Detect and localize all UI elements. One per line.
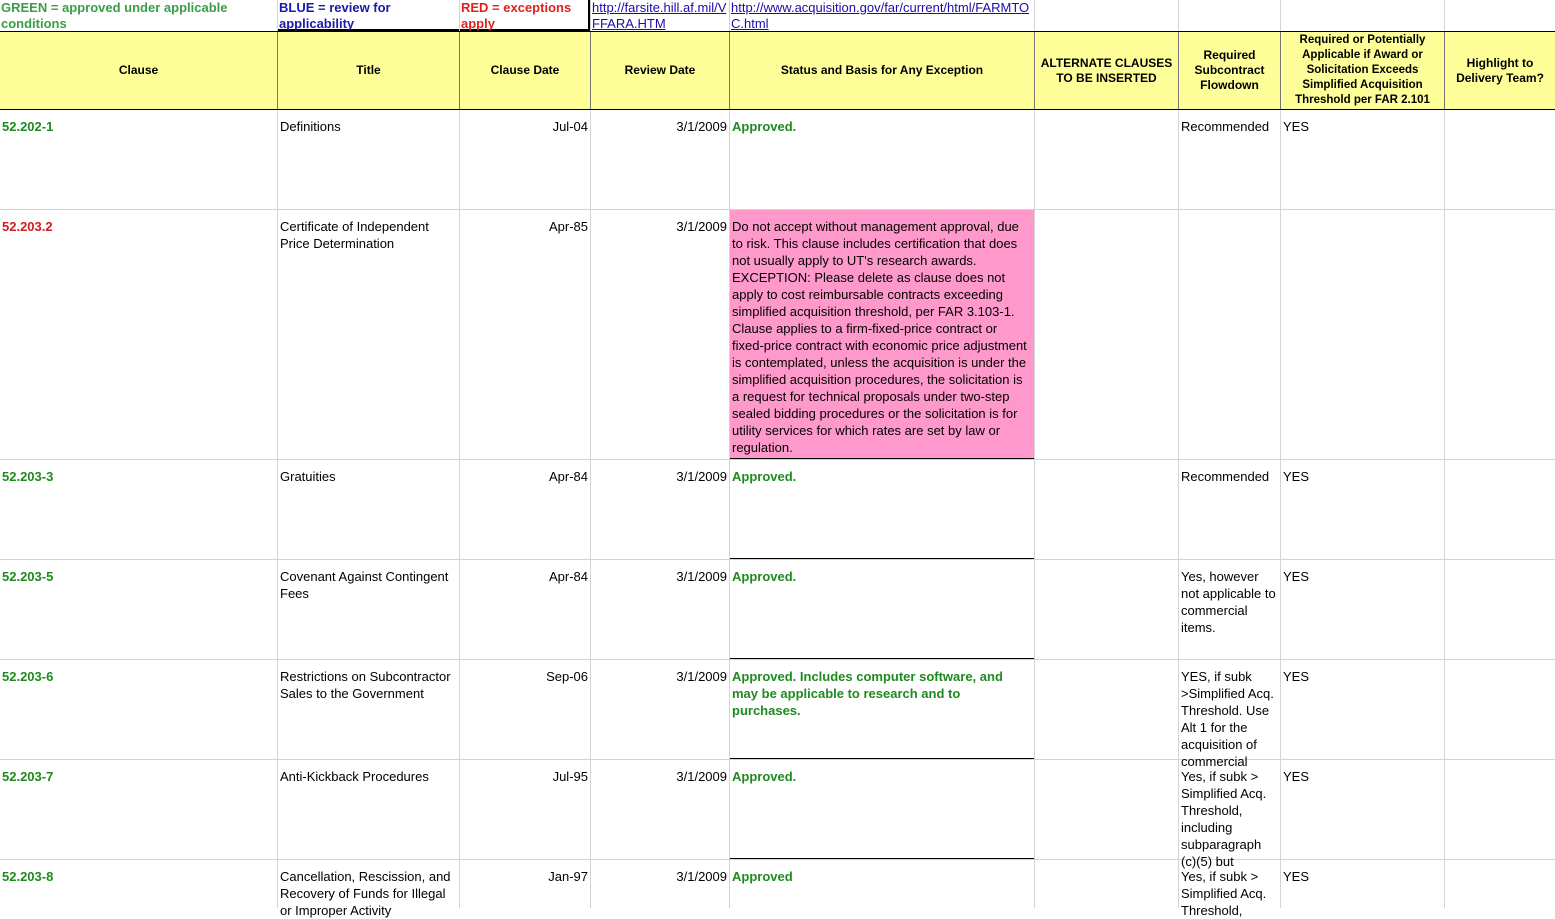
alternate-cell[interactable] [1035, 860, 1178, 908]
status-cell[interactable]: Approved. [732, 119, 797, 134]
clause-date-cell[interactable]: Apr-85 [548, 219, 588, 234]
header-flowdown[interactable]: Required Subcontract Flowdown [1179, 32, 1281, 109]
acquisition-gov-link[interactable] [730, 0, 1034, 31]
title-cell[interactable]: Restrictions on Subcontractor Sales to the Government [280, 669, 451, 701]
status-cell[interactable]: Approved [732, 869, 793, 884]
clause-date-cell[interactable]: Jul-04 [552, 119, 588, 134]
title-cell[interactable]: Gratuities [280, 469, 336, 484]
clause-date-cell[interactable]: Jan-97 [548, 869, 588, 884]
far-site-link[interactable] [591, 0, 729, 31]
required-cell[interactable]: YES [1283, 769, 1310, 784]
review-date-cell[interactable]: 3/1/2009 [676, 769, 727, 784]
title-cell[interactable]: Definitions [280, 119, 341, 134]
clause-cell[interactable]: 52.203-8 [2, 869, 54, 884]
status-cell[interactable]: Approved. [730, 560, 1034, 659]
clause-cell[interactable]: 52.203.2 [2, 219, 53, 234]
review-date-cell[interactable]: 3/1/2009 [676, 119, 727, 134]
legend-green: GREEN = approved under applicable conditions [1, 0, 228, 31]
header-required[interactable]: Required or Potentially Applicable if Award or Solicitation Exceeds Simplified Acquisition Threshold per FAR 2.101 [1281, 32, 1445, 109]
required-cell[interactable] [1281, 210, 1444, 459]
flowdown-cell[interactable]: Recommended [1181, 469, 1270, 484]
legend-row [0, 0, 1555, 31]
flowdown-cell[interactable]: Yes, if subk > Simplified Acq. Threshold, [1181, 869, 1267, 918]
flowdown-cell[interactable]: Yes, however not applicable to commercial items. [1181, 569, 1276, 635]
far-site-link-text[interactable]: http://farsite.hill.af.mil/VFFARA.HTM [592, 0, 727, 31]
alternate-cell[interactable] [1035, 760, 1178, 859]
title-cell[interactable]: Covenant Against Contingent Fees [280, 569, 449, 601]
legend-red: RED = exceptions apply [460, 0, 590, 31]
required-cell[interactable]: YES [1283, 669, 1310, 684]
review-date-cell[interactable]: 3/1/2009 [676, 219, 727, 234]
clause-cell[interactable]: 52.203-6 [2, 669, 54, 684]
table-row [0, 660, 1555, 769]
flowdown-cell[interactable]: Recommended [1181, 119, 1270, 134]
header-review-date[interactable]: Review Date [591, 32, 730, 109]
review-date-cell[interactable]: 3/1/2009 [676, 669, 727, 684]
table-row [0, 110, 1555, 210]
clause-cell[interactable]: 52.203-7 [2, 769, 54, 784]
table-row [0, 210, 1555, 460]
clause-cell[interactable]: 52.203-3 [2, 469, 54, 484]
clause-date-cell[interactable]: Jul-95 [552, 769, 588, 784]
alternate-cell[interactable] [1035, 210, 1178, 459]
review-date-cell[interactable]: 3/1/2009 [676, 569, 727, 584]
table-row [0, 560, 1555, 660]
table-row [0, 460, 1555, 560]
highlight-cell[interactable] [1445, 210, 1555, 459]
highlight-cell[interactable] [1445, 560, 1555, 659]
alternate-cell[interactable] [1035, 460, 1178, 559]
required-cell[interactable]: YES [1283, 869, 1310, 884]
title-cell[interactable]: Cancellation, Rescission, and Recovery of Funds for Illegal or Improper Activity [280, 869, 451, 918]
clause-cell[interactable]: 52.202-1 [2, 119, 54, 134]
required-cell[interactable]: YES [1283, 119, 1310, 134]
status-cell[interactable]: Do not accept without management approval, due to risk. This clause includes certification that does not usually apply to UT's research awards. EXCEPTION: Please delete as clause does not apply to cost reimbursable contracts exceeding simplified acquisition threshold, per FAR 3.103-1. Clause applies to a firm-fixed-price contract or fixed-price contract with economic price adjustment is contemplated, unless the acquisition is under the simplified acquisition procedures, the solicitation is a request for technical proposals under two-step sealed bidding procedures or the solicitation is for utility services for which rates are set by law or regulation. [730, 210, 1034, 459]
flowdown-cell[interactable] [1179, 210, 1280, 459]
highlight-cell[interactable] [1445, 760, 1555, 859]
alternate-cell[interactable] [1035, 660, 1178, 759]
table-row [0, 760, 1555, 869]
clause-date-cell[interactable]: Apr-84 [548, 469, 588, 484]
header-highlight[interactable]: Highlight to Delivery Team? [1456, 55, 1544, 85]
header-clause[interactable]: Clause [0, 32, 278, 109]
review-date-cell[interactable]: 3/1/2009 [676, 469, 727, 484]
clause-cell[interactable]: 52.203-5 [2, 569, 54, 584]
alternate-cell[interactable] [1035, 560, 1178, 659]
table-row [0, 860, 1555, 918]
header-clause-date[interactable]: Clause Date [460, 32, 591, 109]
highlight-cell[interactable] [1445, 110, 1555, 209]
header-row [0, 31, 1555, 110]
highlight-cell[interactable] [1445, 460, 1555, 559]
title-cell[interactable]: Certificate of Independent Price Determination [280, 219, 429, 251]
status-cell[interactable]: Approved. [730, 760, 1034, 859]
legend-blue: BLUE = review for applicability [278, 0, 459, 31]
required-cell[interactable]: YES [1283, 469, 1310, 484]
status-cell[interactable]: Approved. [730, 460, 1034, 559]
status-cell[interactable]: Approved. Includes computer software, and may be applicable to research and to purchases. [730, 660, 1034, 759]
title-cell[interactable]: Anti-Kickback Procedures [280, 769, 429, 784]
clause-date-cell[interactable]: Sep-06 [546, 669, 588, 684]
flowdown-cell[interactable]: YES, if subk >Simplified Acq. Threshold. Use Alt 1 for the acquisition of commercial [1181, 669, 1274, 769]
header-alternate[interactable]: ALTERNATE CLAUSES TO BE INSERTED [1035, 32, 1179, 109]
highlight-cell[interactable] [1445, 860, 1555, 908]
required-cell[interactable]: YES [1283, 569, 1310, 584]
flowdown-cell[interactable]: Yes, if subk > Simplified Acq. Threshold, including subparagraph (c)(5) but [1181, 769, 1267, 869]
highlight-cell[interactable] [1445, 660, 1555, 759]
clause-date-cell[interactable]: Apr-84 [548, 569, 588, 584]
alternate-cell[interactable] [1035, 110, 1178, 209]
header-title[interactable]: Title [278, 32, 460, 109]
review-date-cell[interactable]: 3/1/2009 [676, 869, 727, 884]
acquisition-gov-link-text[interactable]: http://www.acquisition.gov/far/current/html/FARMTOC.html [731, 0, 1030, 31]
header-status[interactable]: Status and Basis for Any Exception [730, 32, 1035, 109]
